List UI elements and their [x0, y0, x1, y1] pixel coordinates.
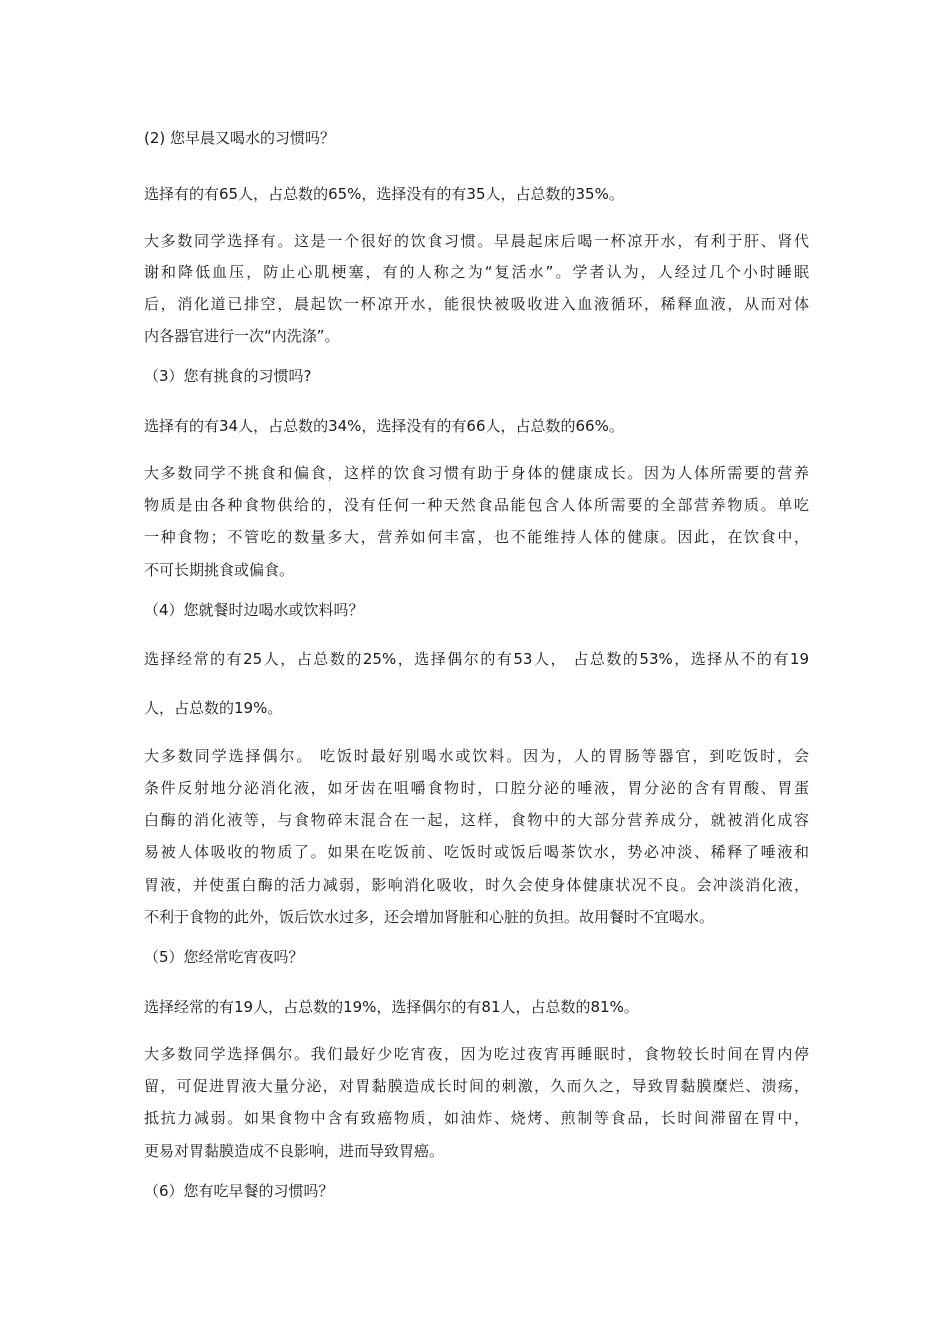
- question-5-result: 选择经常的有19人，占总数的19%，选择偶尔的有81人，占总数的81%。: [144, 998, 639, 1016]
- question-3-analysis-line-4: 不可长期挑食或偏食。: [144, 561, 295, 579]
- question-3-analysis-line-1: 大多数同学不挑食和偏食，这样的饮食习惯有助于身体的健康成长。因为人体所需要的营养: [144, 464, 809, 482]
- question-4-result-line-1: 选择经常的有25人，占总数的25%，选择偶尔的有53人， 占总数的53%，选择从不的有19: [144, 650, 809, 668]
- question-5-analysis-line-3: 抵抗力减弱。如果食物中含有致癌物质，如油炸、烧烤、煎制等食品，长时间滞留在胃中，: [144, 1109, 809, 1127]
- question-3-analysis-line-2: 物质是由各种食物供给的，没有任何一种天然食品能包含人体所需要的全部营养物质。单吃: [144, 496, 809, 514]
- question-5-heading: （5）您经常吃宵夜吗？: [144, 948, 304, 966]
- question-2-analysis-line-3: 后，消化道已排空，晨起饮一杯凉开水，能很快被吸收进入血液循环，稀释血液，从而对体: [144, 295, 809, 313]
- question-4-analysis-line-5: 胃液，并使蛋白酶的活力减弱，影响消化吸收，时久会使身体健康状况不良。会冲淡消化液，: [144, 876, 809, 894]
- question-3-analysis-line-3: 一种食物；不管吃的数量多大，营养如何丰富，也不能维持人体的健康。因此，在饮食中，: [144, 528, 809, 546]
- question-4-analysis-line-6: 不利于食物的此外，饭后饮水过多，还会增加肾脏和心脏的负担。故用餐时不宜喝水。: [144, 908, 715, 926]
- question-2-analysis-line-2: 谢和降低血压，防止心肌梗塞，有的人称之为“复活水”。学者认为，人经过几个小时睡眠: [144, 263, 809, 281]
- question-5-analysis-line-1: 大多数同学选择偶尔。我们最好少吃宵夜，因为吃过夜宵再睡眠时，食物较长时间在胃内停: [144, 1045, 809, 1063]
- question-5-analysis-line-2: 留，可促进胃液大量分泌，对胃黏膜造成长时间的刺激，久而久之，导致胃黏膜糜烂、溃疡，: [144, 1077, 809, 1095]
- question-4-analysis-line-3: 白酶的消化液等，与食物碎末混合在一起，这样，食物中的大部分营养成分，就被消化成容: [144, 811, 809, 829]
- question-4-analysis-line-4: 易被人体吸收的物质了。如果在吃饭前、吃饭时或饭后喝茶饮水，势必冲淡、稀释了唾液和: [144, 843, 809, 861]
- question-4-result-line-2: 人，占总数的19%。: [144, 699, 283, 717]
- question-4-analysis-line-2: 条件反射地分泌消化液，如牙齿在咀嚼食物时，口腔分泌的唾液，胃分泌的含有胃酸、胃蛋: [144, 779, 809, 797]
- question-6-heading: （6）您有吃早餐的习惯吗？: [144, 1182, 334, 1200]
- question-2-heading: (2) 您早晨又喝水的习惯吗？: [144, 129, 336, 147]
- question-3-result: 选择有的有34人，占总数的34%，选择没有的有66人，占总数的66%。: [144, 417, 624, 435]
- question-2-analysis-line-1: 大多数同学选择有。这是一个很好的饮食习惯。早晨起床后喝一杯凉开水，有利于肝、肾代: [144, 232, 809, 250]
- question-4-heading: （4）您就餐时边喝水或饮料吗？: [144, 601, 364, 619]
- question-3-heading: （3）您有挑食的习惯吗?: [144, 367, 312, 385]
- question-2-analysis-line-4: 内各器官进行一次“内洗涤”。: [144, 327, 340, 345]
- question-5-analysis-line-4: 更易对胃黏膜造成不良影响，进而导致胃癌。: [144, 1142, 445, 1160]
- question-2-result: 选择有的有65人，占总数的65%，选择没有的有35人，占总数的35%。: [144, 185, 624, 203]
- question-4-analysis-line-1: 大多数同学选择偶尔。 吃饭时最好别喝水或饮料。因为，人的胃肠等器官，到吃饭时，会: [144, 747, 809, 765]
